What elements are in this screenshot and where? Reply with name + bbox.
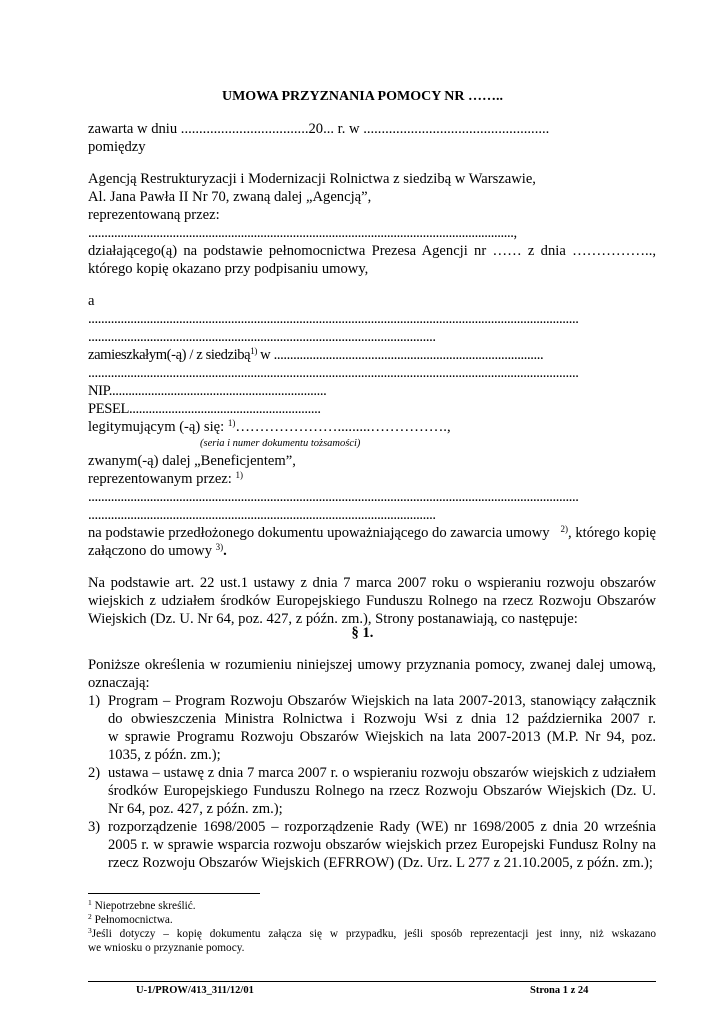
beneficiary-pesel: PESEL........................................................... <box>88 401 321 417</box>
auth-footnote-mark-2: 3) <box>215 542 224 552</box>
beneficiary-and: a <box>88 293 95 309</box>
auth-footnote-mark: 2) <box>560 524 569 534</box>
id-document-note: (seria i numer dokumentu tożsamości) <box>200 438 361 449</box>
footer-page-number: Strona 1 z 24 <box>530 985 589 996</box>
beneficiary-name-dots-1: ....................................................................................................................................................... <box>88 311 579 327</box>
footnote-1 <box>88 899 656 913</box>
agency-line-1: Agencją Restrukturyzacji i Modernizacji Rolnictwa z siedzibą w Warszawie, <box>88 171 536 187</box>
section-1-intro-2: oznaczają: <box>88 675 150 691</box>
document-title: UMOWA PRZYZNANIA POMOCY NR …….. <box>221 89 504 104</box>
beneficiary-name-dots-2: ........................................................................................................... <box>88 329 436 345</box>
footnote-separator <box>88 893 260 894</box>
footnote-3-mark: 3 <box>88 926 92 935</box>
definition-1-line-1: Program – Program Rozwoju Obszarów Wiejskich na lata 2007-2013, stanowiący załącznik <box>108 693 656 709</box>
agency-copy-shown: którego kopię okazano przy podpisaniu umowy, <box>88 261 369 277</box>
beneficiary-authorization-line-1 <box>88 524 656 542</box>
auth-text-end: , którego kopię <box>568 525 656 541</box>
legal-basis-line-1: Na podstawie art. 22 ust.1 ustawy z dnia 7 marca 2007 roku o wspieraniu rozwoju obszarów <box>88 575 656 591</box>
definition-3-number: 3) <box>88 819 101 835</box>
agency-rep-dots: ..................................................................................................................................., <box>88 225 517 241</box>
definition-2-number: 2) <box>88 765 101 781</box>
beneficiary-nip: NIP................................................................... <box>88 383 327 399</box>
beneficiary-authorization-line-2 <box>88 542 656 560</box>
footnote-1-mark: 1 <box>88 898 92 907</box>
beneficiary-address-dots: ....................................................................................................................................................... <box>88 365 579 381</box>
beneficiary-rep-dots-1: ....................................................................................................................................................... <box>88 489 579 505</box>
beneficiary-represented-by <box>88 470 656 488</box>
beneficiary-residence <box>88 346 656 364</box>
definition-1-number: 1) <box>88 693 101 709</box>
footer-rule <box>88 981 656 982</box>
beneficiary-rep-dots-2: ........................................................................................................... <box>88 507 436 523</box>
beneficiary-named: zwanym(-ą) dalej „Beneficjentem”, <box>88 453 296 469</box>
definition-1-line-2: do obwieszczenia Ministra Rolnictwa i Rozwoju Wsi z dnia 12 października 2007 r. <box>108 711 656 727</box>
id-label: legitymującym (-ą) się: <box>88 419 225 435</box>
intro-date-place: zawarta w dniu ...................................20... r. w ................................................... <box>88 121 550 137</box>
definition-2-line-3: Nr 64, poz. 427, z późn. zm.); <box>108 801 283 817</box>
footnote-2-mark: 2 <box>88 912 92 921</box>
residence-footnote-mark: 1) <box>250 346 257 356</box>
footer-document-code: U-1/PROW/413_311/12/01 <box>136 985 254 996</box>
footnote-2 <box>88 913 656 927</box>
residence-dots: w ................................................................................... <box>256 347 544 363</box>
agency-line-2: Al. Jana Pawła II Nr 70, zwaną dalej „Agencją”, <box>88 189 372 205</box>
definition-3-line-1: rozporządzenie 1698/2005 – rozporządzenie Rady (WE) nr 1698/2005 z dnia 20 września <box>108 819 656 835</box>
definition-1-line-4: 1035, z późn. zm.); <box>108 747 221 763</box>
id-dots: ………………….........……………., <box>235 419 451 435</box>
section-1-heading: § 1. <box>351 625 374 641</box>
definition-3-line-3: rzecz Rozwoju Obszarów Wiejskich (EFRROW) (Dz. Urz. L 277 z 21.10.2005, z późn. zm.); <box>108 855 653 871</box>
definition-3-line-2: 2005 r. w sprawie wsparcia rozwoju obszarów wiejskich przez Europejski Fundusz Rolny na <box>108 837 656 853</box>
intro-between: pomiędzy <box>88 139 146 155</box>
residence-label: zamieszkałym(-ą) / z siedzibą <box>88 347 251 363</box>
footnote-3-continued: we wniosku o przyznanie pomocy. <box>88 942 245 954</box>
definition-2-line-2: środków Europejskiego Funduszu Rolnego na rzecz Rozwoju Obszarów Wiejskich (Dz. U. <box>108 783 656 799</box>
id-footnote-mark: 1) <box>227 418 236 428</box>
definition-2-line-1: ustawa – ustawę z dnia 7 marca 2007 r. o wspieraniu rozwoju obszarów wiejskich z udziałem <box>108 765 656 781</box>
footnote-3 <box>88 927 656 941</box>
beneficiary-id-document <box>88 418 656 436</box>
agency-authorization: działającego(ą) na podstawie pełnomocnictwa Prezesa Agencji nr …… z dnia …………….., <box>88 243 656 259</box>
legal-basis-line-2: wiejskich z udziałem środków Europejskiego Funduszu Rolnego na rzecz Rozwoju Obszarów <box>88 593 656 609</box>
rep-footnote-mark: 1) <box>235 470 243 480</box>
auth-text: na podstawie przedłożonego dokumentu upoważniającego do zawarcia umowy <box>88 525 550 541</box>
agency-represented-by: reprezentowaną przez: <box>88 207 220 223</box>
footnote-1-text: Niepotrzebne skreślić. <box>91 900 196 912</box>
legal-basis-line-3: Wiejskich (Dz. U. Nr 64, poz. 427, z późn. zm.), Strony postanawiają, co następuje: <box>88 611 578 627</box>
section-1-intro: Poniższe określenia w rozumieniu niniejszej umowy przyznania pomocy, zwanej dalej umową, <box>88 657 656 673</box>
rep-label: reprezentowanym przez: <box>88 471 232 487</box>
footnote-2-text: Pełnomocnictwa. <box>91 914 173 926</box>
auth-attached: załączono do umowy <box>88 543 213 559</box>
definition-1-line-3: w sprawie Programu Rozwoju Obszarów Wiejskich na lata 2007-2013 (M.P. Nr 94, poz. <box>108 729 656 745</box>
auth-period: . <box>223 543 227 559</box>
footnote-3-text: Jeśli dotyczy – kopię dokumentu załącza się w przypadku, jeśli sposób reprezentacji jest inny, niż wskazano <box>91 928 656 940</box>
